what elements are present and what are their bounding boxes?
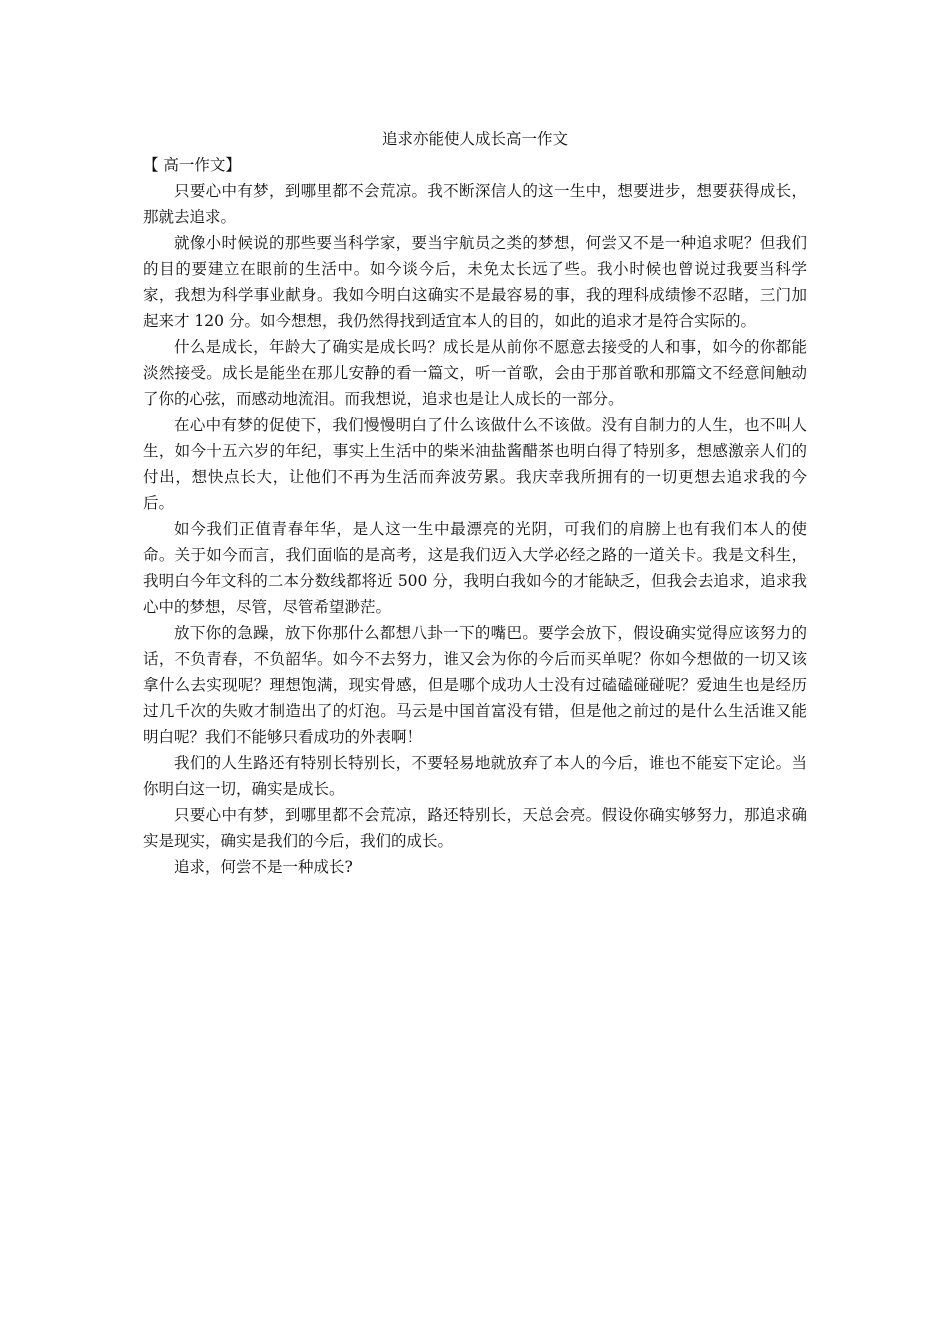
paragraph-4: 在心中有梦的促使下，我们慢慢明白了什么该做什么不该做。没有自制力的人生，也不叫人生，如今十五六岁的年纪，事实上生活中的柴米油盐酱醋茶也明白得了特别多，想感激亲人们的付出，想快点长大，让他们不再为生活而奔波劳累。我庆幸我所拥有的一切更想去追求我的今后。 — [143, 416, 807, 512]
paragraph-5: 如今我们正值青春年华，是人这一生中最漂亮的光阴，可我们的肩膀上也有我们本人的使命。关于如今而言，我们面临的是高考，这是我们迈入大学必经之路的一道关卡。我是文科生，我明白今年文科的二本分数线都将近 500 分，我明白我如今的才能缺乏，但我会去追求，追求我心中的梦想，尽管，尽管希望渺茫。 — [143, 520, 807, 616]
category-label: 【 高一作文】 — [143, 156, 241, 174]
paragraph-8: 只要心中有梦，到哪里都不会荒凉，路还特别长，天总会亮。假设你确实够努力，那追求确实是现实，确实是我们的今后，我们的成长。 — [143, 806, 807, 850]
paragraph-1: 只要心中有梦，到哪里都不会荒凉。我不断深信人的这一生中，想要进步，想要获得成长，那就去追求。 — [143, 182, 807, 226]
paragraph-2: 就像小时候说的那些要当科学家，要当宇航员之类的梦想，何尝又不是一种追求呢？但我们的目的要建立在眼前的生活中。如今谈今后，未免太长远了些。我小时候也曾说过我要当科学家，我想为科学事业献身。我如今明白这确实不是最容易的事，我的理科成绩惨不忍睹，三门加起来才 120 分。如今想想，我仍然得找到适宜本人的目的，如此的追求才是符合实际的。 — [143, 234, 807, 330]
paragraph-3: 什么是成长，年龄大了确实是成长吗？成长是从前你不愿意去接受的人和事，如今的你都能淡然接受。成长是能坐在那儿安静的看一篇文，听一首歌，会由于那首歌和那篇文不经意间触动了你的心弦，而感动地流泪。而我想说，追求也是让人成长的一部分。 — [143, 338, 807, 408]
paragraph-9: 追求，何尝不是一种成长? — [174, 858, 353, 876]
document-title: 追求亦能使人成长高一作文 — [381, 130, 568, 148]
paragraph-7: 我们的人生路还有特别长特别长，不要轻易地就放弃了本人的今后，谁也不能妄下定论。当你明白这一切，确实是成长。 — [143, 754, 807, 798]
document-body — [143, 126, 807, 880]
paragraph-6: 放下你的急躁，放下你那什么都想八卦一下的嘴巴。要学会放下，假设确实觉得应该努力的话，不负青春，不负韶华。如今不去努力，谁又会为你的今后而买单呢？你如今想做的一切又该拿什么去实现呢？理想饱满，现实骨感，但是哪个成功人士没有过磕磕碰碰呢？爱迪生也是经历过几千次的失败才制造出了的灯泡。马云是中国首富没有错，但是他之前过的是什么生活谁又能明白呢？我们不能够只看成功的外表啊！ — [143, 624, 807, 746]
